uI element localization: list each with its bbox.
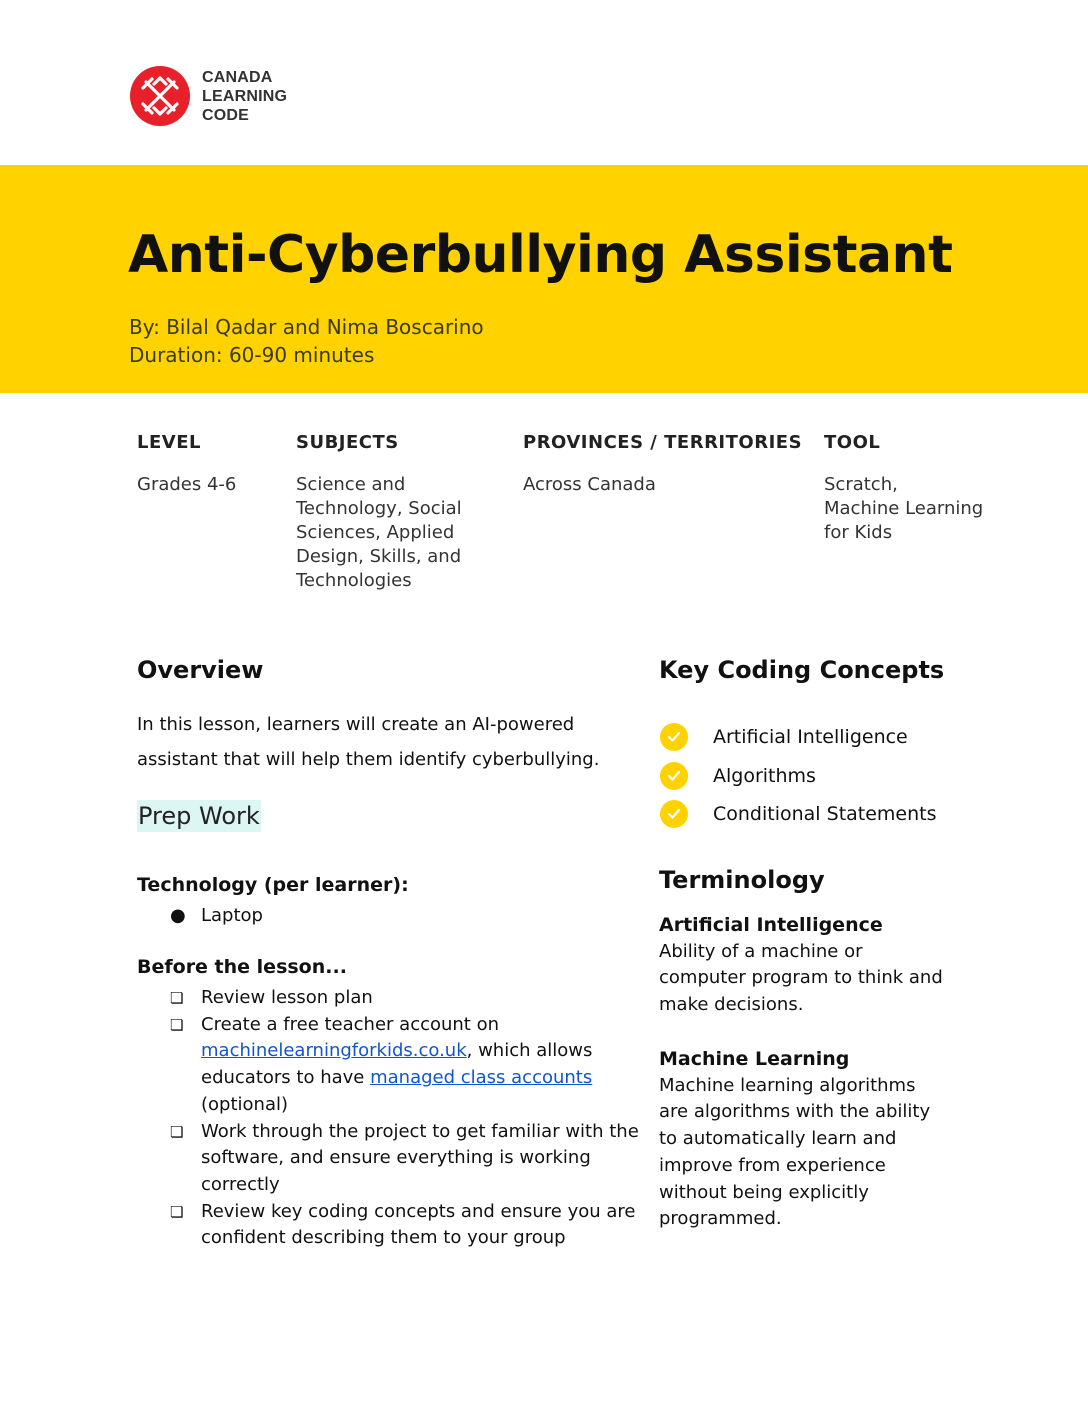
term-ai <box>659 912 959 1019</box>
subjects-heading: SUBJECTS <box>296 432 399 453</box>
task-text: Work through the project to get familiar with the software, and ensure everything is working correctly <box>201 1120 639 1195</box>
terminology-heading: Terminology <box>659 866 825 894</box>
tool-heading: TOOL <box>824 432 881 453</box>
info-tool <box>824 432 983 545</box>
term-ml <box>659 1046 959 1233</box>
task-text-part: (optional) <box>201 1093 288 1115</box>
term-definition-line: make decisions. <box>659 994 804 1016</box>
checkbox-icon: ❏ <box>170 989 184 1007</box>
term-definition-line: are algorithms with the ability <box>659 1101 931 1123</box>
duration: Duration: 60-90 minutes <box>129 343 375 367</box>
provinces-heading: PROVINCES / TERRITORIES <box>523 432 803 453</box>
checklist-item <box>170 1199 640 1252</box>
task-text-part: Create a free teacher account on <box>201 1013 500 1035</box>
technology-list <box>170 902 263 929</box>
managed-class-accounts-link[interactable]: managed class accounts <box>370 1067 593 1089</box>
subjects-line: Science and <box>296 474 406 495</box>
brand-logo <box>130 66 287 126</box>
bullet-icon: ● <box>170 905 186 926</box>
info-provinces <box>523 432 802 497</box>
key-concepts-list <box>660 718 937 834</box>
concept-item <box>660 718 937 757</box>
term-definition-line: without being explicitly <box>659 1181 869 1203</box>
term-definition-line: improve from experience <box>659 1154 886 1176</box>
overview-heading: Overview <box>137 656 264 684</box>
checklist-item <box>170 985 640 1012</box>
task-text-part: , which allows educators to have <box>201 1040 593 1089</box>
list-item <box>170 902 263 929</box>
before-lesson-heading: Before the lesson... <box>137 956 347 978</box>
level-line: Grades 4-6 <box>137 474 237 495</box>
checkmark-icon <box>660 800 688 828</box>
task-text <box>201 1012 640 1119</box>
term-name: Machine Learning <box>659 1048 850 1070</box>
provinces-line: Across Canada <box>523 474 656 495</box>
term-definition-line: Ability of a machine or <box>659 940 863 962</box>
overview-line: assistant that will help them identify cyberbullying. <box>137 749 600 770</box>
lesson-title: Anti-Cyberbullying Assistant <box>128 225 953 285</box>
term-name: Artificial Intelligence <box>659 914 883 936</box>
subjects-line: Technology, Social <box>296 498 462 519</box>
tool-value <box>824 473 983 545</box>
term-definition-line: to automatically learn and <box>659 1128 897 1150</box>
subjects-line: Design, Skills, and <box>296 546 462 567</box>
concept-label: Artificial Intelligence <box>713 726 908 749</box>
task-text: Review lesson plan <box>201 987 373 1008</box>
term-definition-line: computer program to think and <box>659 967 943 989</box>
canada-learning-code-logo-icon <box>130 66 190 126</box>
concept-item <box>660 757 937 796</box>
brand-wordmark <box>202 68 287 125</box>
term-definition-line: Machine learning algorithms <box>659 1074 916 1096</box>
info-subjects <box>296 432 462 593</box>
checkbox-icon: ❏ <box>170 1202 184 1221</box>
term-definition-line: programmed. <box>659 1208 782 1230</box>
authors: By: Bilal Qadar and Nima Boscarino <box>129 315 484 339</box>
prep-work-heading: Prep Work <box>138 802 260 830</box>
checkmark-icon <box>660 762 688 790</box>
brand-line-2: LEARNING <box>202 87 288 105</box>
overview-text <box>137 707 617 777</box>
checkbox-icon: ❏ <box>170 1122 184 1141</box>
checklist-item <box>170 1012 640 1119</box>
concept-label: Algorithms <box>713 764 816 787</box>
checkmark-icon <box>660 723 688 751</box>
tool-line: Scratch, <box>824 474 898 495</box>
brand-line-3: CODE <box>202 106 250 124</box>
task-text: Review key coding concepts and ensure you are confident describing them to your group <box>201 1200 636 1249</box>
machinelearningforkids-link[interactable]: machinelearningforkids.co.uk <box>201 1040 467 1062</box>
level-heading: LEVEL <box>137 432 201 453</box>
tool-line: for Kids <box>824 522 893 543</box>
before-lesson-checklist <box>170 985 640 1252</box>
provinces-value <box>523 473 802 497</box>
level-value <box>137 473 236 497</box>
tool-line: Machine Learning <box>824 498 984 519</box>
key-concepts-heading: Key Coding Concepts <box>659 656 945 684</box>
concept-item <box>660 795 937 834</box>
subjects-line: Sciences, Applied <box>296 522 455 543</box>
technology-heading: Technology (per learner): <box>137 874 409 896</box>
lesson-meta <box>129 313 484 369</box>
checklist-item <box>170 1119 640 1199</box>
subjects-value <box>296 473 462 593</box>
checkbox-icon: ❏ <box>170 1015 184 1034</box>
brand-line-1: CANADA <box>202 68 273 86</box>
overview-line: In this lesson, learners will create an AI-powered <box>137 714 575 735</box>
concept-label: Conditional Statements <box>713 803 937 826</box>
technology-item: Laptop <box>201 905 263 926</box>
subjects-line: Technologies <box>296 570 412 591</box>
info-level <box>137 432 236 497</box>
